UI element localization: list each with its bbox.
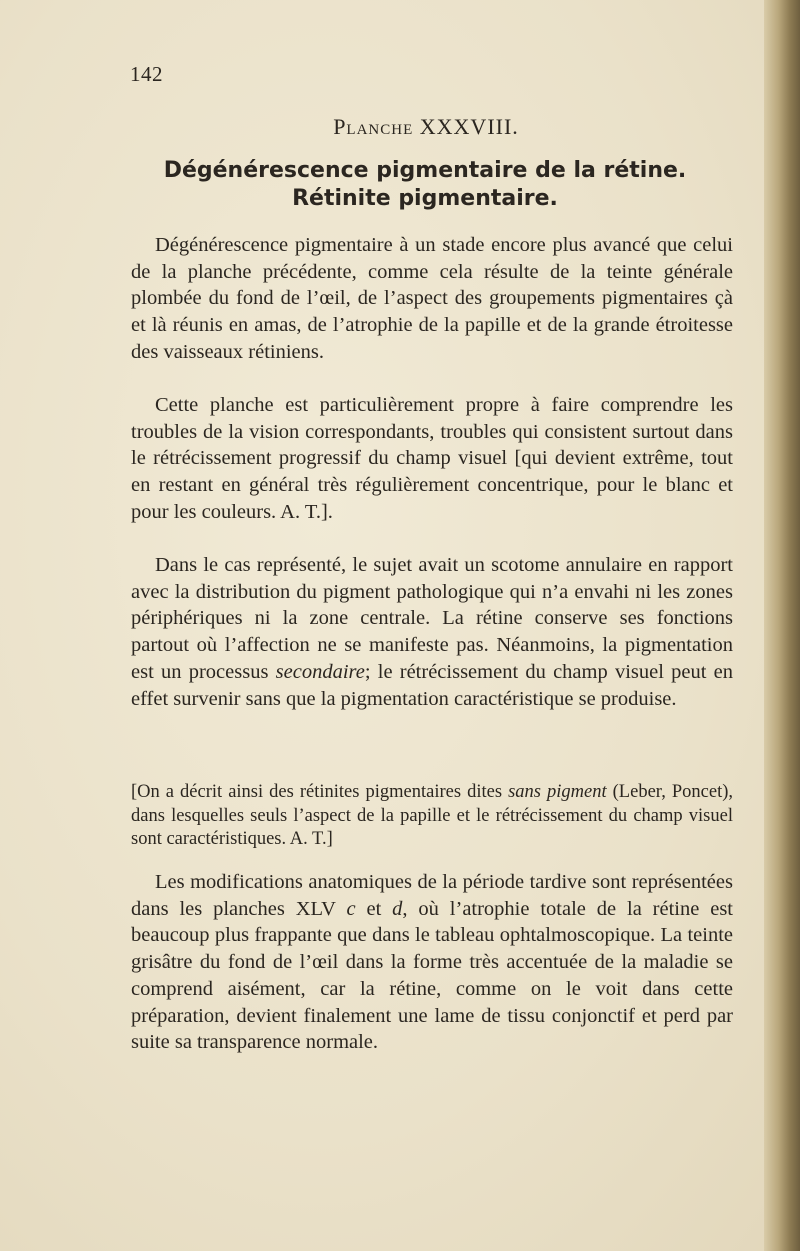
paragraph-3 [131, 552, 733, 712]
paragraph-1: Dégénérescence pigmentaire à un stade encore plus avancé que celui de la planche précédente, comme cela résulte de la teinte générale plombée du fond de l’œil, de l’aspect des groupements pigmentaires çà et là réunis en amas, de l’atrophie de la papille et de la grande étroitesse des vaisseaux rétiniens. [131, 234, 733, 363]
paragraph-4-italic-c: c [346, 897, 356, 920]
note-text: [On a décrit ainsi des rétinites pigmentaires dites [131, 782, 509, 802]
plate-numeral: XXXVIII. [419, 114, 519, 139]
bracketed-note [131, 781, 733, 852]
chapter-heading-line1: Dégénérescence pigmentaire de la rétine. [163, 158, 687, 183]
paragraph-4-text-end: , où l’atrophie totale de la rétine est beaucoup plus frappante que dans le tableau ophtalmoscopique. La teinte grisâtre du fond de l’œil dans la forme très accentuée de la maladie se comprend aisément, car la rétine, comme on le voit dans cette préparation, devient finalement une lame de tissu conjonctif et perd par suite sa transparence normale. [131, 897, 734, 1054]
paragraph-2: Cette planche est particulièrement propre à faire comprendre les troubles de la vision correspondants, troubles qui consistent surtout dans le rétrécissement progressif du champ visuel [qui devient extrême, tout en restant en général très régulièrement concentrique, pour le blanc et pour les couleurs. A. T.]. [131, 394, 733, 523]
note-text-end: (Leber, Poncet), dans lesquelles seuls l’aspect de la papille et le rétrécissement du champ visuel sont caractéristiques. A. T.] [131, 782, 733, 850]
paragraph-4-italic-d: d [392, 897, 403, 920]
paragraph-4-text-mid: et [355, 897, 393, 920]
plate-title [0, 114, 800, 140]
paragraph-3-italic: secondaire [275, 660, 365, 683]
paragraph-3-text-end: ; le rétrécissement du champ visuel peut en effet survenir sans que la pigmentation caractéristique se produise. [131, 660, 733, 710]
paragraph-3-text: Dans le cas représenté, le sujet avait un scotome annulaire en rapport avec la distribution du pigment pathologique qui n’a envahi ni les zones périphériques ni la zone centrale. La rétine conserve ses fonctions partout où l’affection ne se manifeste pas. Néanmoins, la pigmentation est un processus [131, 554, 733, 683]
paragraph-4-text: Les modifications anatomiques de la période tardive sont représentées dans les planches XLV [131, 871, 733, 920]
chapter-heading-line2: Rétinite pigmentaire. [292, 186, 558, 211]
plate-label: Planche [333, 114, 414, 139]
paragraph-4 [131, 869, 733, 1056]
page-number: 142 [130, 62, 163, 86]
note-italic: sans pigment [508, 782, 607, 802]
